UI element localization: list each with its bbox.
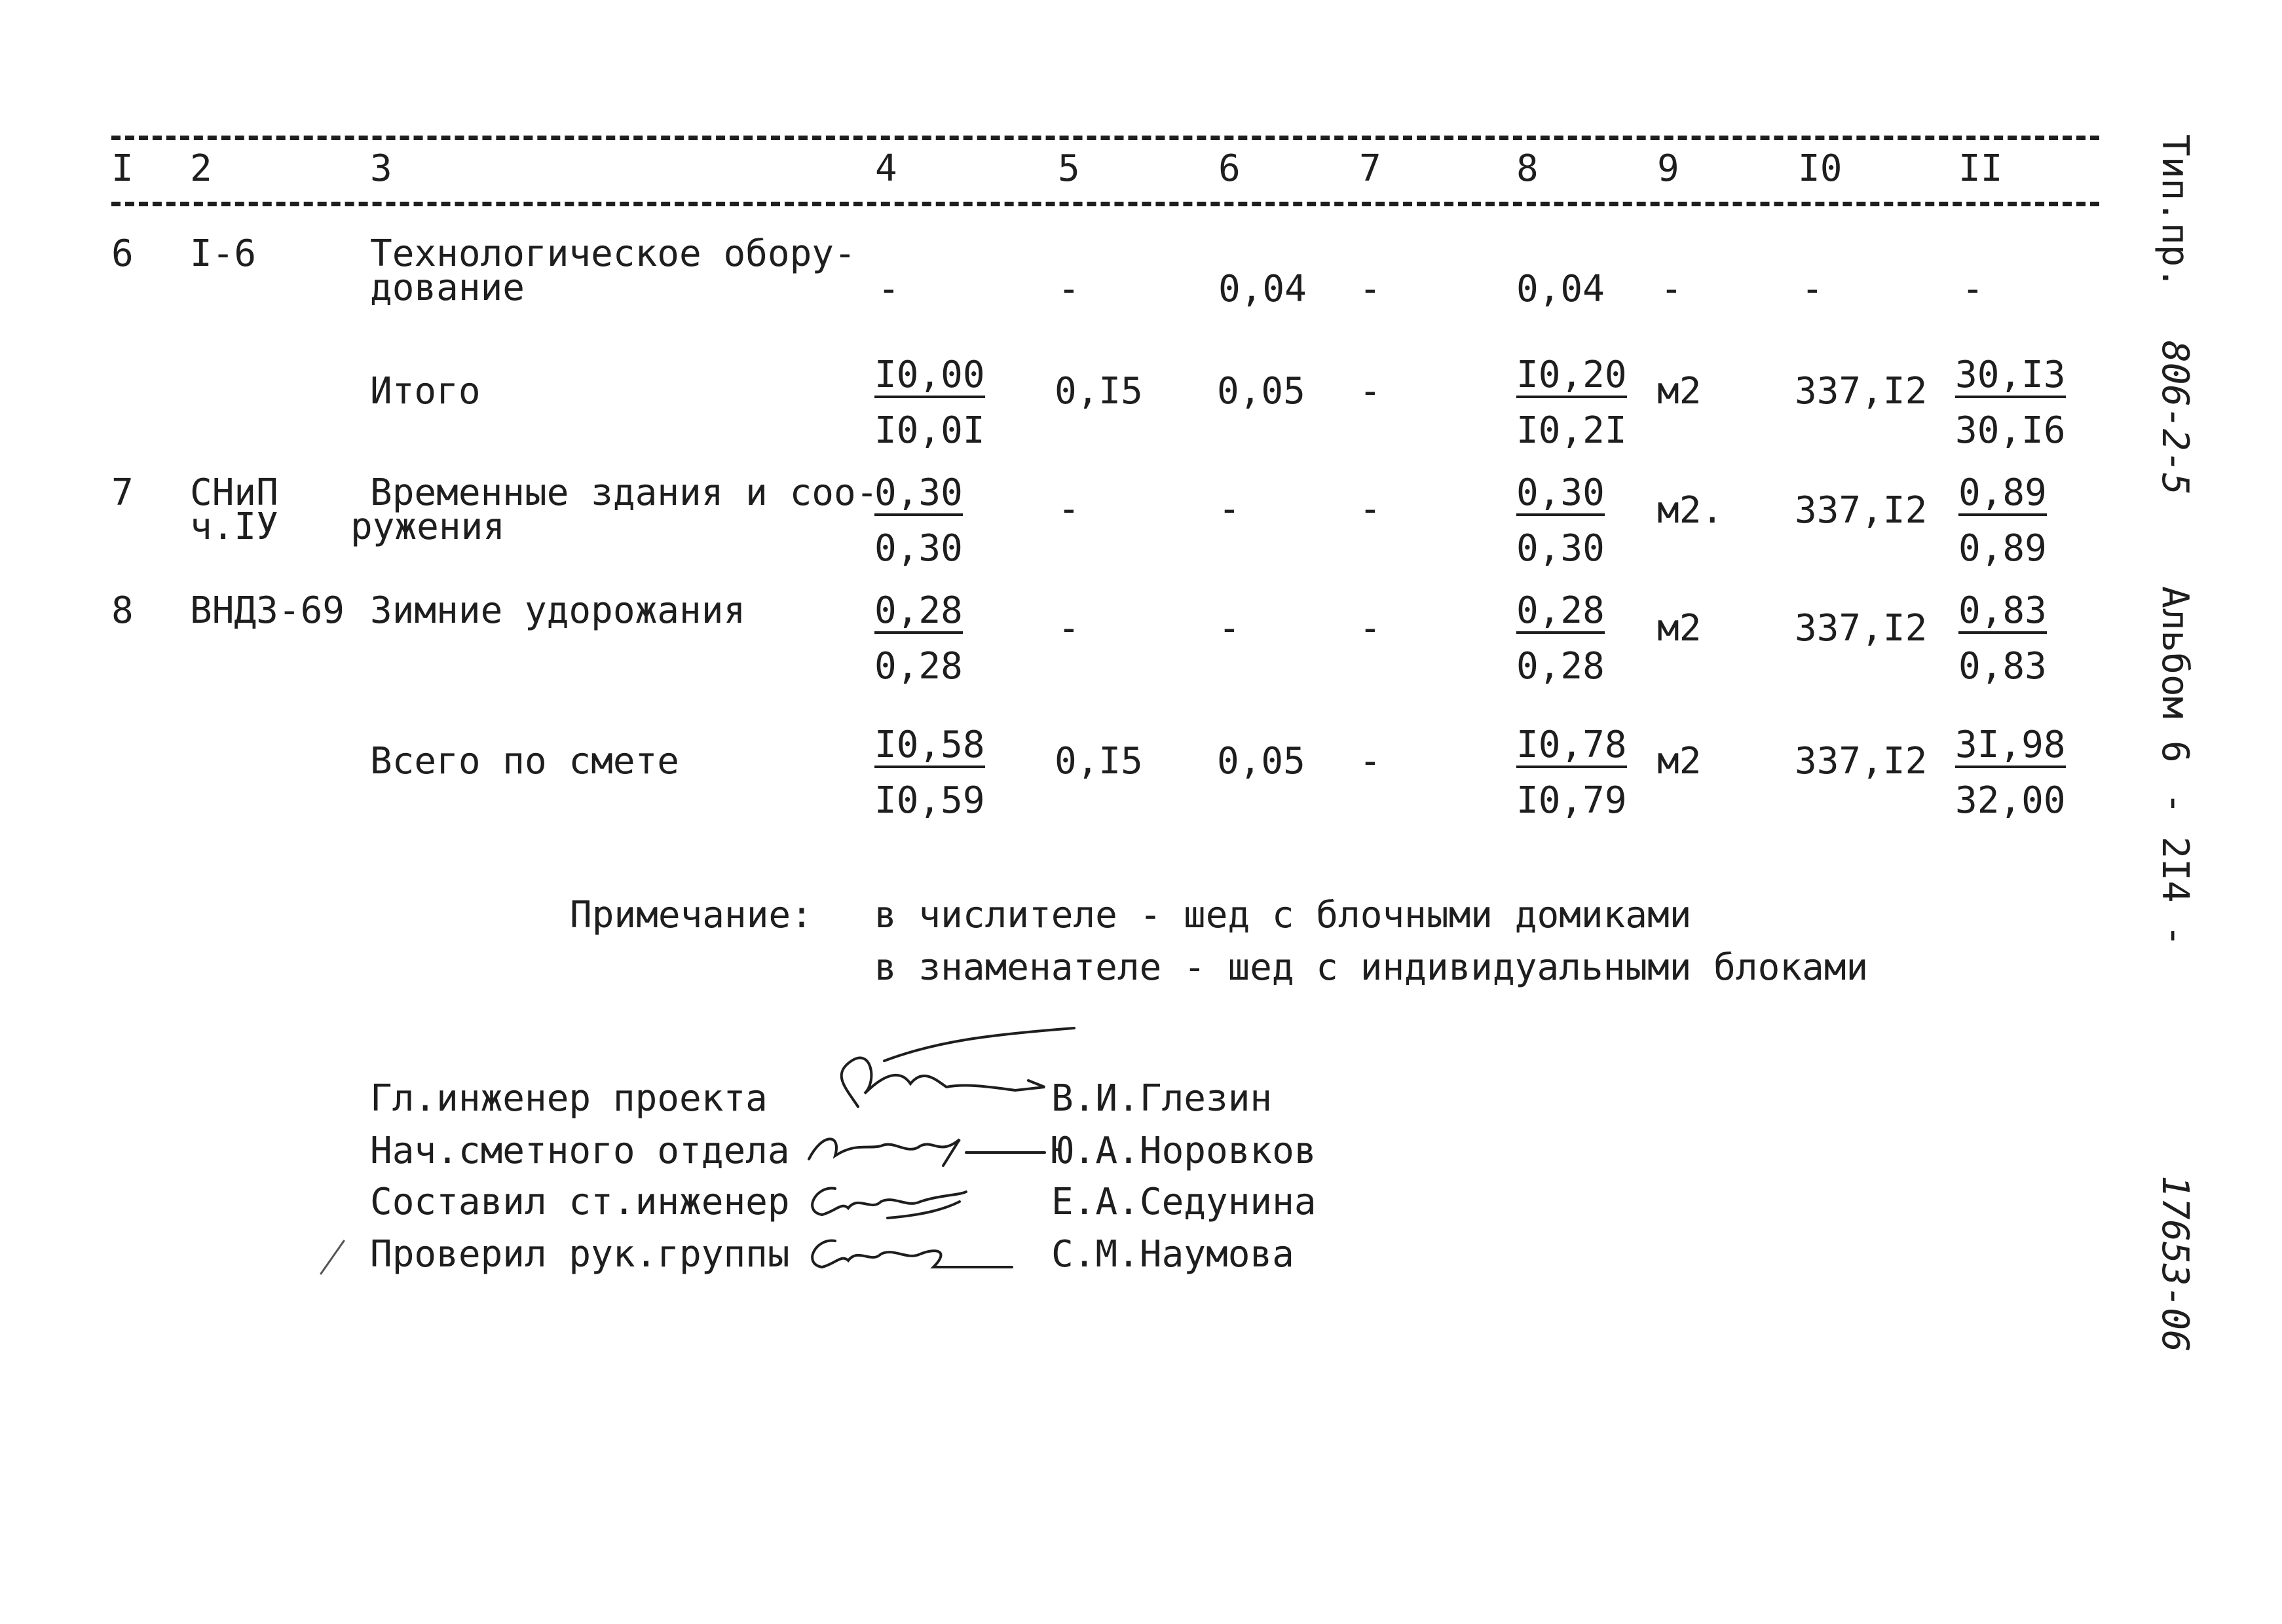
numerator: 0,83 xyxy=(1958,593,2047,634)
cell-price: 337,I2 xyxy=(1795,740,1928,783)
col-header-1: I xyxy=(111,147,134,190)
row-basis-line1: СНиП xyxy=(190,471,278,514)
cell-unit: м2 xyxy=(1657,607,1702,650)
col-header-8: 8 xyxy=(1516,147,1539,190)
margin-doc-type: Тип.пр. xyxy=(2154,134,2196,289)
cell-c8-fraction xyxy=(1516,471,1605,570)
cell-c7: - xyxy=(1359,268,1381,310)
cell-price: 337,I2 xyxy=(1795,607,1928,650)
denominator: 0,28 xyxy=(874,645,963,688)
denominator: 30,I6 xyxy=(1955,409,2066,452)
cell-unit: м2 xyxy=(1657,370,1702,413)
note-label: Примечание: xyxy=(570,894,813,936)
cell-c4-fraction xyxy=(874,354,985,452)
handwritten-signature-1 xyxy=(806,1022,1081,1120)
margin-inventory-number: 17653-06 xyxy=(2154,1175,2196,1352)
col-header-7: 7 xyxy=(1359,147,1381,190)
cell-c5: - xyxy=(1058,488,1080,530)
handwritten-signature-4 xyxy=(796,1225,1019,1283)
cell-c8: 0,04 xyxy=(1516,268,1605,310)
cell-c7: - xyxy=(1359,607,1381,650)
cell-c9: - xyxy=(1660,268,1683,310)
cell-c10: - xyxy=(1801,268,1824,310)
cell-c6: 0,05 xyxy=(1217,370,1305,413)
row-number: 7 xyxy=(111,471,134,514)
signature-title: Нач.сметного отдела xyxy=(370,1130,790,1172)
cell-unit: м2. xyxy=(1657,489,1724,532)
numerator: 0,28 xyxy=(874,593,963,634)
cell-c11-fraction xyxy=(1955,354,2066,452)
denominator: I0,79 xyxy=(1516,779,1627,822)
pencil-tick-mark xyxy=(314,1238,354,1277)
cell-c6: - xyxy=(1218,488,1241,530)
cell-c7: - xyxy=(1359,488,1381,530)
numerator: 0,28 xyxy=(1516,593,1605,634)
col-header-3: 3 xyxy=(370,147,392,190)
row-description-line1: Временные здания и соо- xyxy=(370,471,878,514)
margin-page-number: - 2I4 - xyxy=(2154,792,2196,948)
row-description-line2: ружения xyxy=(350,506,506,548)
row-description: Итого xyxy=(370,370,481,413)
cell-c11-fraction xyxy=(1958,471,2047,570)
cell-c4: - xyxy=(878,268,900,310)
signature-title: Гл.инженер проекта xyxy=(370,1077,768,1120)
denominator: I0,2I xyxy=(1516,409,1627,452)
cell-c11: - xyxy=(1962,268,1984,310)
numerator: I0,78 xyxy=(1516,727,1627,768)
cell-c5: 0,I5 xyxy=(1055,740,1143,783)
handwritten-signature-3 xyxy=(796,1172,992,1231)
denominator: 0,30 xyxy=(874,527,963,570)
cell-c6: - xyxy=(1218,607,1241,650)
cell-c4-fraction xyxy=(874,724,985,822)
cell-c7: - xyxy=(1359,740,1381,783)
denominator: 0,30 xyxy=(1516,527,1605,570)
col-header-6: 6 xyxy=(1218,147,1241,190)
col-header-4: 4 xyxy=(875,147,897,190)
row-basis: I-6 xyxy=(190,232,257,275)
signature-title: Составил ст.инженер xyxy=(370,1181,790,1223)
cell-c11-fraction xyxy=(1955,724,2066,822)
numerator: 0,30 xyxy=(874,475,963,516)
row-description-line2: дование xyxy=(370,267,525,309)
numerator: I0,00 xyxy=(874,357,985,398)
denominator: 32,00 xyxy=(1955,779,2066,822)
row-basis: ВНДЗ-69 xyxy=(190,589,345,632)
row-number: 8 xyxy=(111,589,134,632)
cell-c7: - xyxy=(1359,370,1381,413)
denominator: 0,83 xyxy=(1958,645,2047,688)
cell-c5: - xyxy=(1058,268,1080,310)
numerator: 0,89 xyxy=(1958,475,2047,516)
header-top-rule xyxy=(111,136,2099,140)
cell-c8-fraction xyxy=(1516,354,1627,452)
note-line-numerator: в числителе - шед с блочными домиками xyxy=(874,894,1692,936)
numerator: 3I,98 xyxy=(1955,727,2066,768)
cell-c8-fraction xyxy=(1516,589,1605,688)
row-number: 6 xyxy=(111,232,134,275)
denominator: I0,0I xyxy=(874,409,985,452)
denominator: I0,59 xyxy=(874,779,985,822)
header-bottom-rule xyxy=(111,202,2099,206)
numerator: I0,20 xyxy=(1516,357,1627,398)
cell-unit: м2 xyxy=(1657,740,1702,783)
col-header-9: 9 xyxy=(1657,147,1679,190)
numerator: 0,30 xyxy=(1516,475,1605,516)
denominator: 0,89 xyxy=(1958,527,2047,570)
signature-name: Ю.А.Норовков xyxy=(1051,1130,1317,1172)
row-description: Всего по смете xyxy=(370,740,680,783)
margin-project-code: 806-2-5 xyxy=(2154,341,2196,496)
col-header-5: 5 xyxy=(1058,147,1080,190)
signature-name: В.И.Глезин xyxy=(1051,1077,1273,1120)
signature-title: Проверил рук.группы xyxy=(370,1233,790,1276)
signature-name: С.М.Наумова xyxy=(1051,1233,1294,1276)
cell-c4-fraction xyxy=(874,589,963,688)
col-header-2: 2 xyxy=(190,147,212,190)
numerator: 30,I3 xyxy=(1955,357,2066,398)
row-description: Зимние удорожания xyxy=(370,589,746,632)
row-basis-line2: ч.IУ xyxy=(190,506,278,548)
cell-c6: 0,05 xyxy=(1217,740,1305,783)
cell-c4-fraction xyxy=(874,471,963,570)
margin-album: Альбом 6 xyxy=(2154,586,2196,763)
cell-c11-fraction xyxy=(1958,589,2047,688)
cell-price: 337,I2 xyxy=(1795,489,1928,532)
row-description-line1: Технологическое обору- xyxy=(370,232,856,275)
col-header-11: II xyxy=(1958,147,2003,190)
cell-c8-fraction xyxy=(1516,724,1627,822)
cell-price: 337,I2 xyxy=(1795,370,1928,413)
cell-c6: 0,04 xyxy=(1218,268,1307,310)
note-line-denominator: в знаменателе - шед с индивидуальными блоками xyxy=(874,946,1869,989)
denominator: 0,28 xyxy=(1516,645,1605,688)
signature-name: Е.А.Седунина xyxy=(1051,1181,1317,1223)
handwritten-signature-2 xyxy=(802,1120,1051,1172)
numerator: I0,58 xyxy=(874,727,985,768)
cell-c5: 0,I5 xyxy=(1055,370,1143,413)
col-header-10: I0 xyxy=(1798,147,1842,190)
cell-c5: - xyxy=(1058,607,1080,650)
